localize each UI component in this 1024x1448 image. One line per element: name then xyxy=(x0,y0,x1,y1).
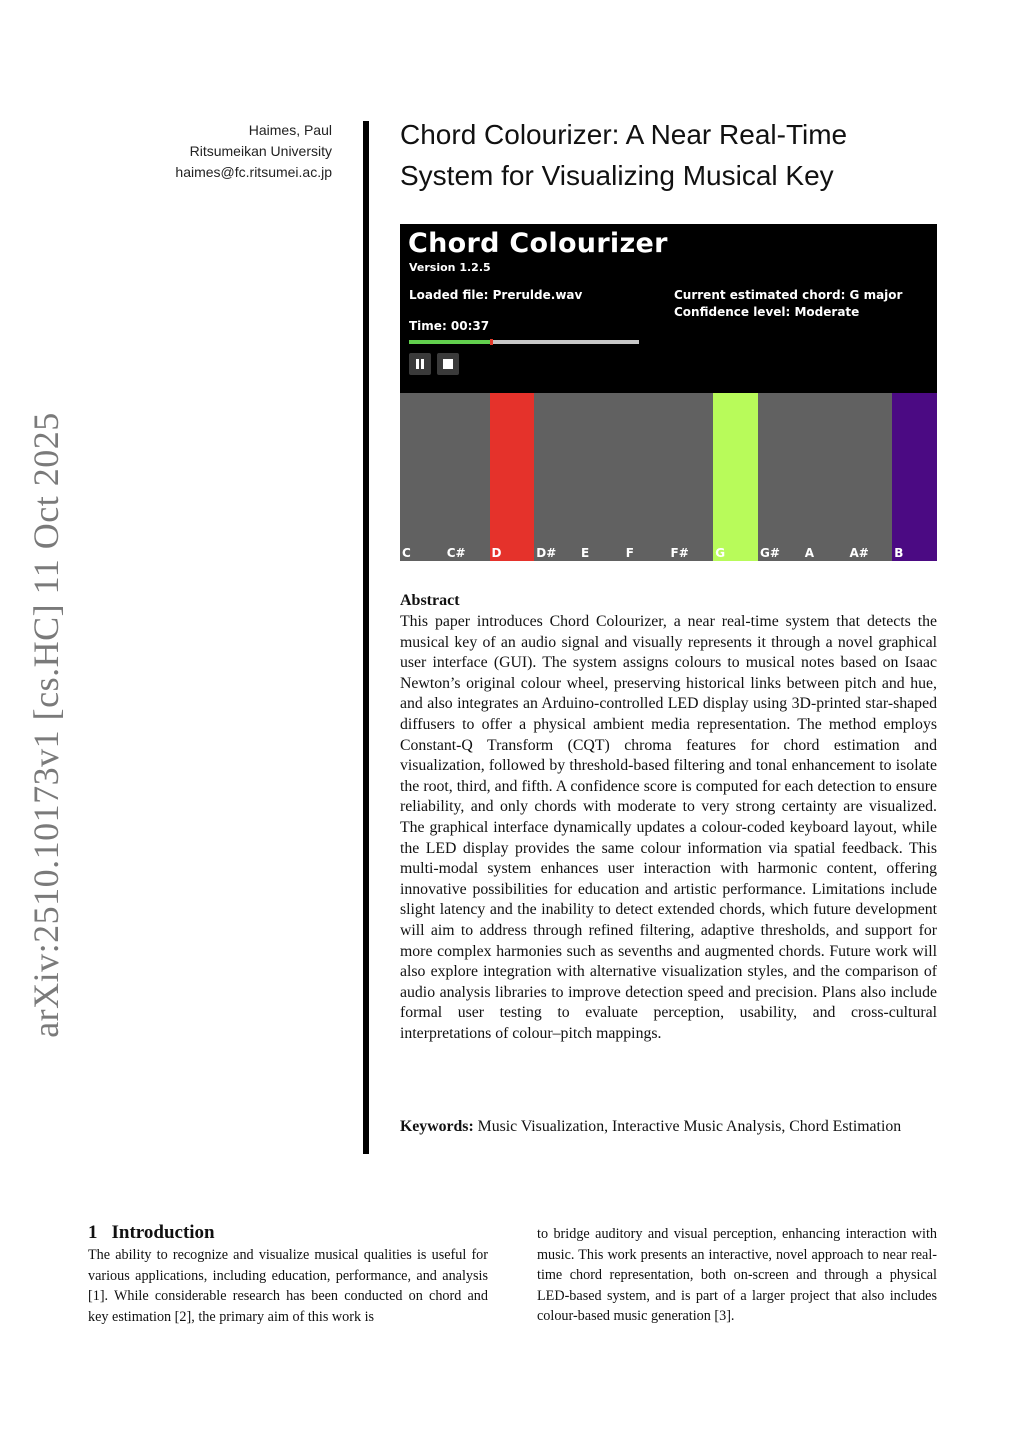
vertical-divider xyxy=(363,121,369,1154)
key-label: A xyxy=(804,546,815,560)
keywords-label: Keywords: xyxy=(400,1118,474,1135)
gui-progress-knob xyxy=(490,339,493,345)
arxiv-identifier: arXiv:2510.10173v1 [cs.HC] 11 Oct 2025 xyxy=(26,412,66,1038)
key-b xyxy=(892,393,937,561)
gui-time: Time: 00:37 xyxy=(409,319,490,333)
keywords-text: Music Visualization, Interactive Music Analysis, Chord Estimation xyxy=(477,1118,902,1135)
title-line-1: Chord Colourizer: A Near Real-Time xyxy=(400,119,848,150)
key-label: F xyxy=(625,546,634,560)
key-a-sharp xyxy=(848,393,893,561)
intro-column-left: The ability to recognize and visualize musical qualities is useful for various applications, including education, performance, and analysis [1]. While considerable research has been conducted on chord and key estimation [2], the primary aim of this work is xyxy=(88,1247,488,1325)
gui-header xyxy=(400,224,937,393)
abstract-heading: Abstract xyxy=(400,592,460,609)
author-block xyxy=(175,120,332,183)
gui-loaded-file: Loaded file: Prerulde.wav xyxy=(409,288,583,302)
key-label: G xyxy=(715,546,726,560)
key-label: C# xyxy=(446,546,466,560)
key-d xyxy=(490,393,535,561)
gui-progress-fill xyxy=(409,340,490,344)
author-name: Haimes, Paul xyxy=(248,122,332,138)
gui-version: Version 1.2.5 xyxy=(409,261,491,274)
key-label: D# xyxy=(536,546,557,560)
keywords xyxy=(400,1117,937,1138)
key-f xyxy=(624,393,669,561)
key-a xyxy=(803,393,848,561)
gui-current-chord: Current estimated chord: G major xyxy=(674,288,903,302)
author-affiliation: Ritsumeikan University xyxy=(189,143,332,159)
abstract-text: This paper introduces Chord Colourizer, a near real-time system that detects the musical key of an audio signal and visually represents it through a novel graphical user interface (GUI). The system assigns colours to musical notes based on Isaac Newton’s original colour wheel, preserving historical links between pitch and hue, and also integrates an Arduino-controlled LED display using 3D-printed star-shaped diffusers to offer a physical ambient media representation. The method employs Constant-Q Transform (CQT) chroma features for chord estimation and visualization, followed by threshold-based filtering and tonal enhancement to isolate the root, third, and fifth. A confidence score is computed for each detection to ensure reliability, and only chords with moderate to very strong certainty are visualized. The graphical interface dynamically updates a colour-coded keyboard layout, while the LED display provides the same colour information via spatial feedback. This multi-modal system enhances user interaction with harmonic content, offering innovative possibilities for education and artistic performance. Limitations include slight latency and the inability to detect extended chords, which future development will aim to address through refined filtering, adaptive thresholds, and support for more complex harmonies such as sevenths and augmented chords. Future work will also explore integration with alternative visualization styles, and the comparison of audio analysis libraries to improve detection speed and precision. Plans also include formal user testing to evaluate perception, usability, and cross-cultural interpretations of colour–pitch mappings. xyxy=(400,613,937,1042)
key-f-sharp xyxy=(669,393,714,561)
title-line-2: System for Visualizing Musical Key xyxy=(400,160,834,191)
key-label: F# xyxy=(670,546,689,560)
key-e xyxy=(579,393,624,561)
key-c xyxy=(400,393,445,561)
key-label: D xyxy=(491,546,502,560)
section-number: 1 xyxy=(88,1222,98,1243)
gui-app-title: Chord Colourizer xyxy=(408,228,668,259)
gui-key-strip xyxy=(400,393,937,561)
gui-stop-button xyxy=(437,353,459,375)
paper-title xyxy=(400,114,940,196)
intro-column-right: to bridge auditory and visual perception, enhancing interaction with music. This work presents an interactive, novel approach to near real-time chord representation, both on-screen and through a physical LED-based system, and is part of a larger project that also includes colour-based music generation [3]. xyxy=(537,1226,937,1324)
key-g xyxy=(713,393,758,561)
key-label: G# xyxy=(760,546,780,560)
gui-progress-bar xyxy=(409,340,639,344)
key-label: E xyxy=(581,546,590,560)
key-label: B xyxy=(894,546,904,560)
key-label: A# xyxy=(849,546,869,560)
pause-icon xyxy=(416,359,424,369)
section-title: Introduction xyxy=(111,1222,215,1243)
key-g-sharp xyxy=(758,393,803,561)
section-heading xyxy=(88,1221,215,1245)
gui-confidence: Confidence level: Moderate xyxy=(674,305,860,319)
stop-icon xyxy=(443,359,453,369)
key-d-sharp xyxy=(534,393,579,561)
key-label: C xyxy=(402,546,411,560)
author-email: haimes@fc.ritsumei.ac.jp xyxy=(175,164,332,180)
gui-screenshot-figure xyxy=(400,224,937,561)
key-c-sharp xyxy=(445,393,490,561)
gui-pause-button xyxy=(409,353,431,375)
